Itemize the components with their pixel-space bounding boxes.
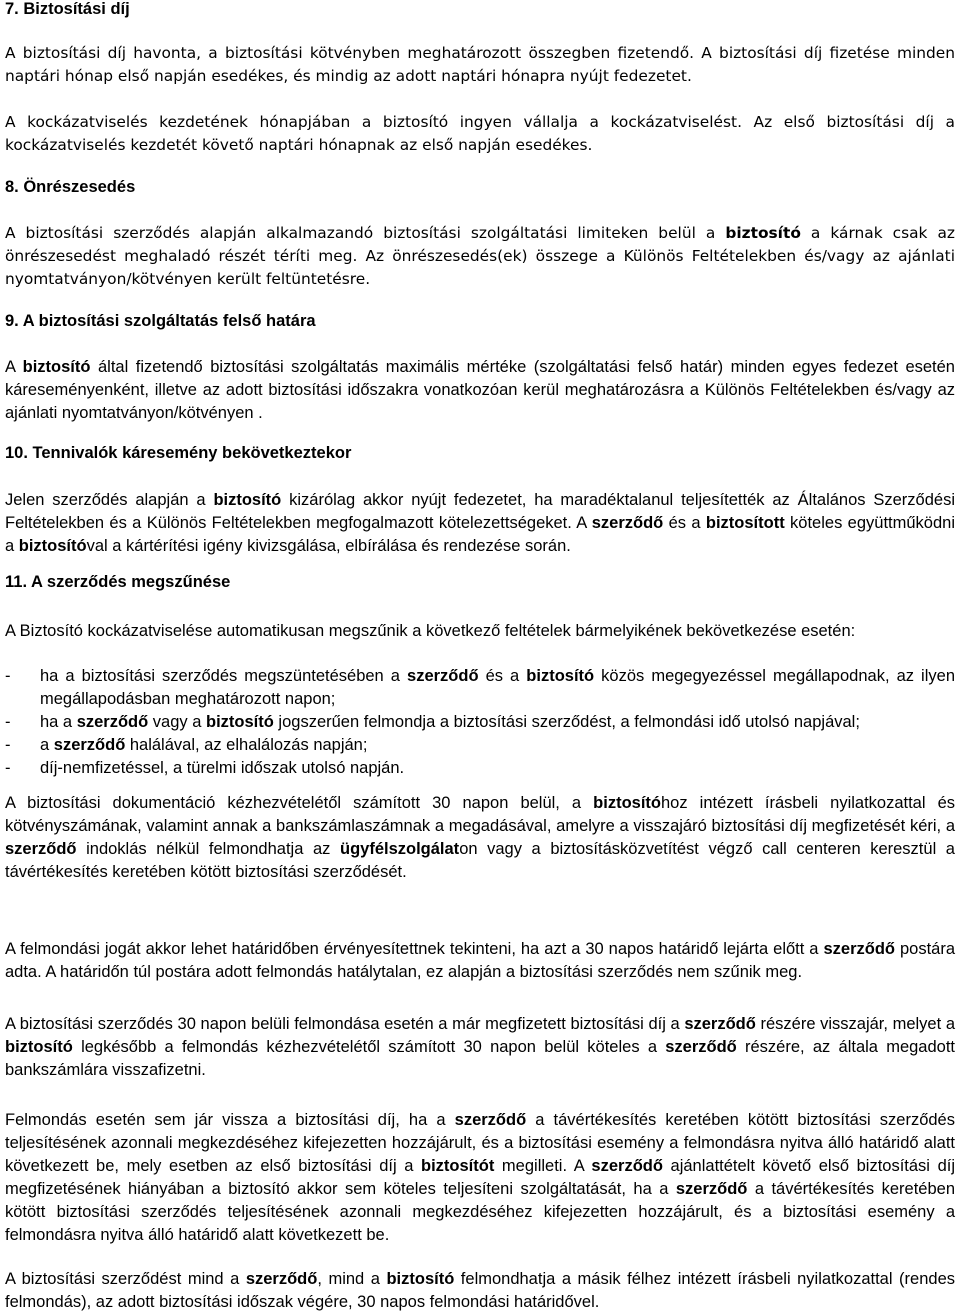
section-8-paragraph-1: A biztosítási szerződés alapján alkalmazandó biztosítási szolgáltatási limiteken belül a biztosító a kárnak csak az önrészesedést meghaladó részét téríti meg. Az önrészesedés(ek) összege a Különös Feltételekben és/vagy az ajánlati nyomtatványon/kötvényen került feltüntetésre. <box>5 224 955 288</box>
section-11-intro: A Biztosító kockázatviselése automatikusan megszűnik a következő feltételek bármelyikének bekövetkezése esetén: <box>5 622 856 640</box>
bold-term: biztosító <box>5 1038 73 1056</box>
bold-term: szerződő <box>5 840 77 858</box>
section-9-heading: 9. A biztosítási szolgáltatás felső határa <box>5 312 316 330</box>
section-11-paragraph-2: A felmondási jogát akkor lehet határidőben érvényesítettnek tekinteni, ha azt a 30 napos határidő lejárta előtt a szerződő postára adta. A határidőn túl postára adott felmondás hatálytalan, ez alapján a biztosítási szerződés nem szűnik meg. <box>5 940 955 981</box>
bold-term: biztosító <box>386 1270 455 1288</box>
bold-term: szerződő <box>684 1015 756 1033</box>
bold-term: szerződő <box>53 736 126 754</box>
section-10-paragraph-1: Jelen szerződés alapján a biztosító kizárólag akkor nyújt fedezetet, ha maradéktalanul teljesítették az Általános Szerződési Feltételekben és a Különös Feltételekben megfogalmazott kötelezettségeket. A szerződő és a biztosított köteles együttműködni a biztosítóval a kártérítési igény kivizsgálása, elbírálása és rendezése során. <box>5 491 955 555</box>
section-11-paragraph-1: A biztosítási dokumentáció kézhezvételétől számított 30 napon belül, a biztosítóhoz intézett írásbeli nyilatkozattal és kötvényszámának, valamint annak a bankszámlaszámnak a megadásával, amelyre a visszajáró biztosítási díj megfizetését kéri, a szerződő indoklás nélkül felmondhatja az ügyfélszolgálaton vagy a biztosításközvetítést végző call centeren keresztül a távértékesítés keretében kötött biztosítási szerződését. <box>5 794 955 881</box>
bold-term: szerződő <box>454 1111 527 1129</box>
section-11-paragraph-5: A biztosítási szerződést mind a szerződő, mind a biztosító felmondhatja a másik félhez intézett írásbeli nyilatkozattal (rendes felmondás), az adott biztosítási időszak végére, 30 napos felmondási határidővel. <box>5 1270 955 1311</box>
bold-term: biztosított <box>705 514 785 532</box>
section-11-heading: 11. A szerződés megszűnése <box>5 573 231 591</box>
dash-bullet: - <box>5 759 11 777</box>
section-7-paragraph-2: A kockázatviselés kezdetének hónapjában a biztosító ingyen vállalja a kockázatviselést. Az első biztosítási díj a kockázatviselés kezdetét követő naptári hónapnak az első napján esedékes. <box>5 113 955 154</box>
section-11-paragraph-4: Felmondás esetén sem jár vissza a biztosítási díj, ha a szerződő a távértékesítés keretében kötött biztosítási szerződés teljesítésének azonnali megkezdéséhez kifejezetten hozzájárult, és a biztosítási esemény a felmondásra nyitva álló határidő alatt következett be, mely esetben az első biztosítási díj a biztosítót megilleti. A szerződő ajánlattételt követő első biztosítási díj megfizetésének hiányában a biztosító akkor sem köteles teljesíteni szolgáltatását, ha a szerződő a távértékesítés keretében kötött biztosítási szerződés teljesítésének azonnali megkezdéséhez kifejezetten hozzájárult, és a biztosítási esemény a felmondásra nyitva álló határidő alatt következett be. <box>5 1111 955 1244</box>
list-item: - díj-nemfizetéssel, a türelmi időszak utolsó napján. <box>5 757 955 780</box>
bold-term: szerződő <box>591 1157 663 1175</box>
bold-term: szerződő <box>76 713 149 731</box>
bold-term: biztosító <box>206 713 274 731</box>
bold-term: szerződő <box>245 1270 318 1288</box>
section-7-paragraph-1: A biztosítási díj havonta, a biztosítási kötvényben meghatározott összegben fizetendő. A biztosítási díj fizetése minden naptári hónap első napján esedékes, és mindig az adott naptári hónapra nyújt fedezetet. <box>5 44 955 85</box>
bold-term: szerződő <box>665 1038 737 1056</box>
section-7-heading: 7. Biztosítási díj <box>5 0 130 18</box>
bold-term: szerződő <box>591 514 664 532</box>
bold-term: biztosító <box>22 358 91 376</box>
list-item: - ha a biztosítási szerződés megszüntetésében a szerződő és a biztosító közös megegyezéssel megállapodnak, az ilyen megállapodásban meghatározott napon; <box>5 667 955 708</box>
section-10-heading: 10. Tennivalók káresemény bekövetkeztekor <box>5 444 352 462</box>
bold-term: biztosító <box>213 491 282 509</box>
list-item: - a szerződő halálával, az elhalálozás napján; <box>5 734 955 757</box>
bold-term: biztosítót <box>421 1157 495 1175</box>
bold-term: biztosító <box>18 537 87 555</box>
section-9-paragraph-1: A biztosító által fizetendő biztosítási szolgáltatás maximális mértéke (szolgáltatási felső határ) minden egyes fedezet esetén káreseményenként, illetve az adott biztosítási időszakra vonatkozóan kerül meghatározásra a Különös Feltételekben és/vagy az ajánlati nyomtatványon/kötvényen . <box>5 358 955 422</box>
list-item: - ha a szerződő vagy a biztosító jogszerűen felmondja a biztosítási szerződést, a felmondási idő utolsó napjával; <box>5 711 955 734</box>
bold-term: biztosító <box>526 667 595 685</box>
dash-bullet: - <box>5 667 11 685</box>
bold-term: szerződő <box>823 940 895 958</box>
bold-term: szerződő <box>675 1180 748 1198</box>
section-8-heading: 8. Önrészesedés <box>5 178 136 196</box>
bold-term: szerződő <box>407 667 479 685</box>
bold-term: biztosító <box>593 794 661 812</box>
bold-term: ügyfélszolgálat <box>339 840 460 858</box>
bold-term: biztosító <box>725 224 801 242</box>
termination-conditions-list <box>5 665 955 780</box>
section-11-paragraph-3: A biztosítási szerződés 30 napon belüli felmondása esetén a már megfizetett biztosítási díj a szerződő részére visszajár, melyet a biztosító legkésőbb a felmondás kézhezvételétől számított 30 napon belül köteles a szerződő részére, az általa megadott bankszámlára visszafizetni. <box>5 1015 956 1079</box>
dash-bullet: - <box>5 713 11 731</box>
dash-bullet: - <box>5 736 11 754</box>
